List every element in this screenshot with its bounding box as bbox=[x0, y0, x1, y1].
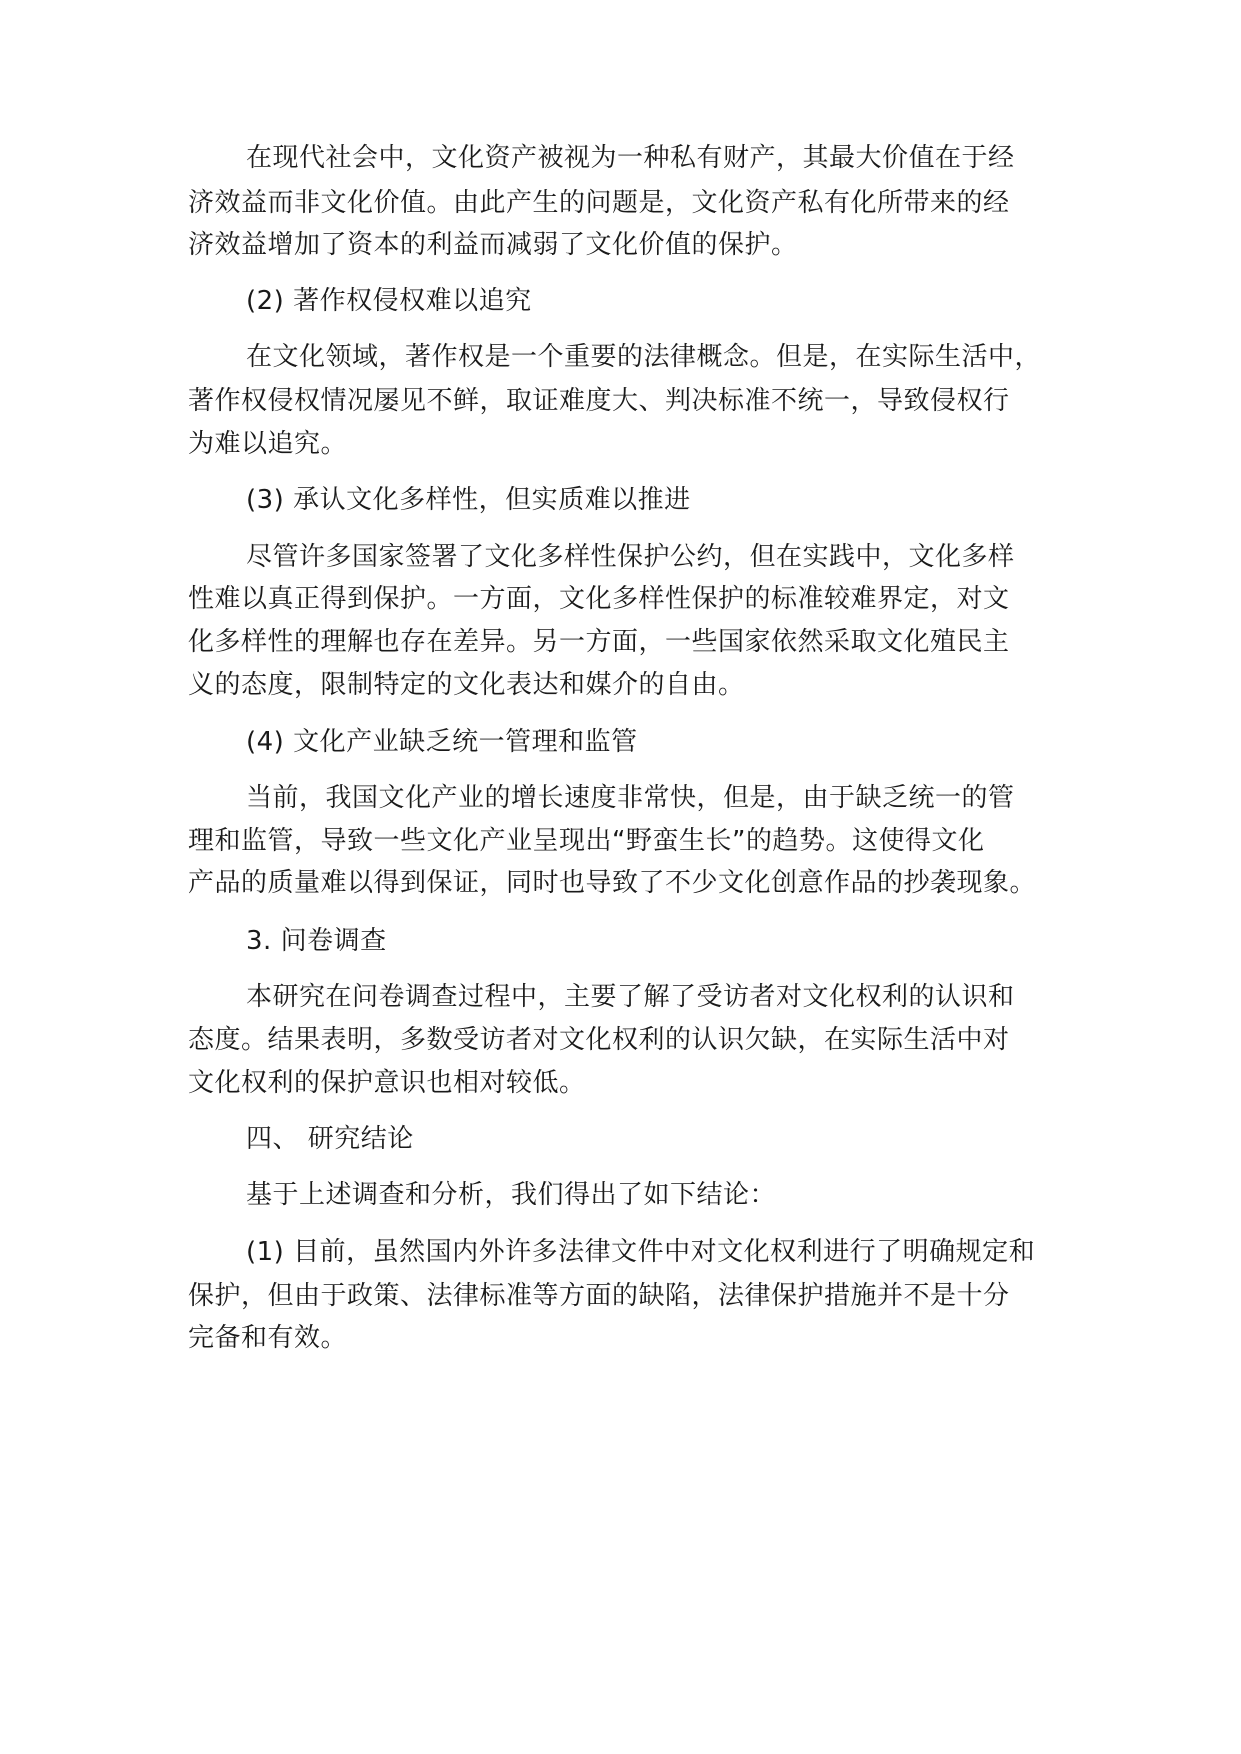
text-line: 在文化领域，著作权是一个重要的法律概念。但是，在实际生活中， bbox=[246, 342, 1042, 372]
text-line: 在现代社会中，文化资产被视为一种私有财产，其最大价值在于经 bbox=[246, 143, 1015, 173]
section-heading: (3) 承认文化多样性，但实质难以推进 bbox=[246, 485, 691, 515]
section-heading: 3. 问卷调查 bbox=[246, 926, 387, 956]
text-line: 当前，我国文化产业的增长速度非常快，但是，由于缺乏统一的管 bbox=[246, 783, 1015, 813]
text-line: 济效益增加了资本的利益而减弱了文化价值的保护。 bbox=[188, 230, 798, 260]
text-line: 济效益而非文化价值。由此产生的问题是，文化资产私有化所带来的经 bbox=[188, 188, 1010, 218]
text-line: 文化权利的保护意识也相对较低。 bbox=[188, 1068, 586, 1098]
text-line: 尽管许多国家签署了文化多样性保护公约，但在实践中，文化多样 bbox=[246, 542, 1015, 572]
text-line: 义的态度，限制特定的文化表达和媒介的自由。 bbox=[188, 670, 745, 700]
text-line: 为难以追究。 bbox=[188, 429, 348, 459]
text-line: 本研究在问卷调查过程中，主要了解了受访者对文化权利的认识和 bbox=[246, 982, 1015, 1012]
text-line: 理和监管，导致一些文化产业呈现出“野蛮生长”的趋势。这使得文化 bbox=[188, 826, 985, 856]
text-line: 产品的质量难以得到保证，同时也导致了不少文化创意作品的抄袭现象。 bbox=[188, 868, 1037, 898]
section-heading: (2) 著作权侵权难以追究 bbox=[246, 286, 532, 316]
text-line: 化多样性的理解也存在差异。另一方面，一些国家依然采取文化殖民主 bbox=[188, 627, 1010, 657]
section-heading: (4) 文化产业缺乏统一管理和监管 bbox=[246, 727, 638, 757]
text-line: 性难以真正得到保护。一方面，文化多样性保护的标准较难界定，对文 bbox=[188, 584, 1010, 614]
text-line: 完备和有效。 bbox=[188, 1323, 348, 1353]
text-line: 基于上述调查和分析，我们得出了如下结论： bbox=[246, 1180, 777, 1210]
text-line: (1) 目前，虽然国内外许多法律文件中对文化权利进行了明确规定和 bbox=[246, 1237, 1036, 1267]
text-line: 著作权侵权情况屡见不鲜，取证难度大、判决标准不统一，导致侵权行 bbox=[188, 386, 1010, 416]
section-heading: 四、 研究结论 bbox=[246, 1124, 414, 1154]
text-line: 态度。结果表明，多数受访者对文化权利的认识欠缺，在实际生活中对 bbox=[188, 1025, 1010, 1055]
text-line: 保护，但由于政策、法律标准等方面的缺陷，法律保护措施并不是十分 bbox=[188, 1281, 1010, 1311]
